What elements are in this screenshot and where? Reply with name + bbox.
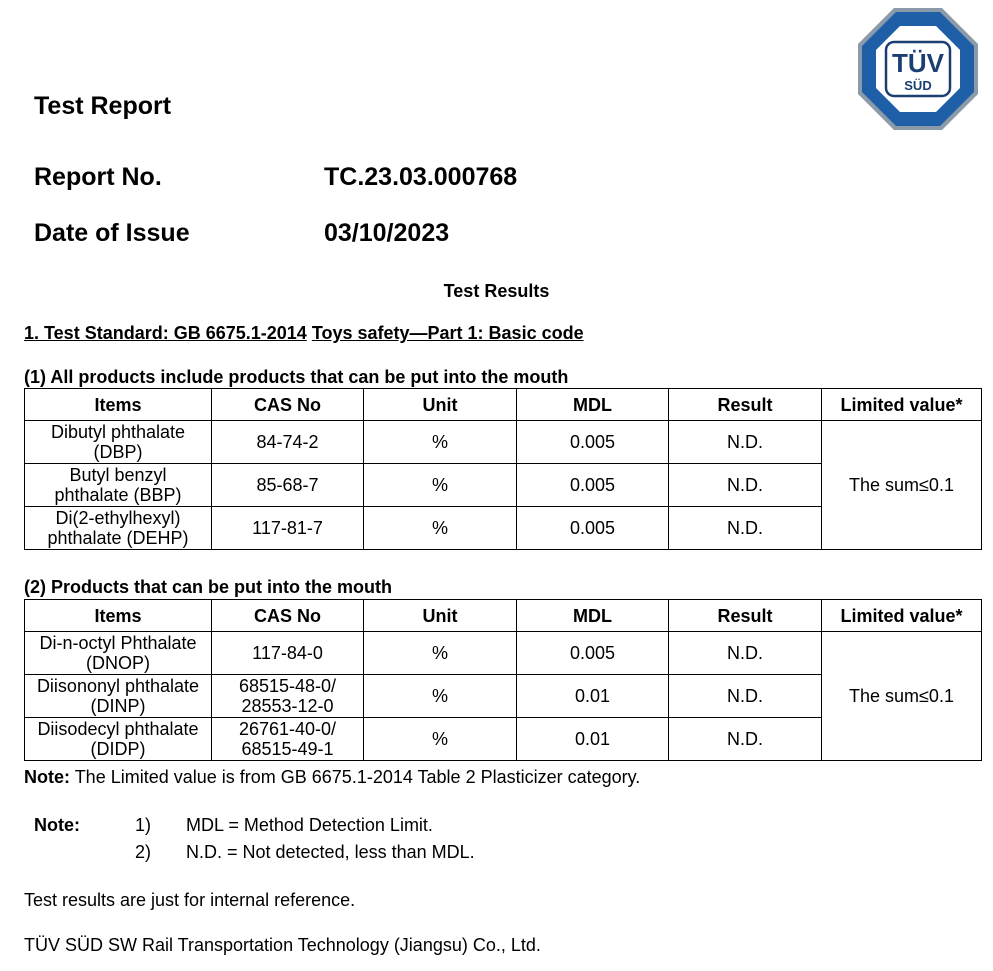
col-header: MDL: [517, 600, 669, 632]
note-number: 2): [135, 842, 152, 862]
result-cell: N.D.: [669, 718, 822, 761]
col-header: CAS No: [212, 600, 364, 632]
col-header: MDL: [517, 389, 669, 421]
cas-line: 68515-49-1: [241, 739, 334, 759]
mdl-cell: 0.01: [517, 718, 669, 761]
unit-cell: %: [364, 464, 517, 507]
note-number: 1): [135, 815, 152, 835]
table-row: [25, 421, 982, 464]
table1-heading: (1) All products include products that can be put into the mouth: [24, 367, 569, 387]
note-item: MDL = Method Detection Limit.: [186, 815, 433, 835]
item-line: Di-n-octyl Phthalate: [39, 633, 197, 653]
table2-heading: (2) Products that can be put into the mouth: [24, 577, 392, 597]
col-header: Limited value*: [822, 600, 982, 632]
item-cell: [25, 464, 212, 507]
results-table-2: [24, 599, 982, 761]
cas-cell: 117-81-7: [212, 507, 364, 550]
result-cell: N.D.: [669, 675, 822, 718]
svg-text:TÜV: TÜV: [892, 48, 944, 78]
item-line: Dibutyl phthalate: [50, 422, 186, 442]
limited-value-note: [24, 767, 640, 788]
item-line: Di(2-ethylhexyl): [55, 508, 181, 528]
table-row: [25, 632, 982, 675]
report-no-label: Report No.: [34, 163, 162, 191]
col-header: Unit: [364, 600, 517, 632]
cas-line: 68515-48-0/: [238, 676, 337, 696]
result-cell: N.D.: [669, 507, 822, 550]
col-header: Result: [669, 389, 822, 421]
item-cell: [25, 632, 212, 675]
unit-cell: %: [364, 421, 517, 464]
col-header: Unit: [364, 389, 517, 421]
col-header: Items: [25, 600, 212, 632]
table-header-row: [25, 600, 982, 632]
item-cell: [25, 507, 212, 550]
date-value: 03/10/2023: [324, 219, 450, 247]
mdl-cell: 0.005: [517, 464, 669, 507]
test-standard-name: Toys safety—Part 1: Basic code: [311, 323, 584, 343]
disclaimer: Test results are just for internal reference.: [24, 890, 356, 910]
mdl-cell: 0.005: [517, 632, 669, 675]
note-item: N.D. = Not detected, less than MDL.: [186, 842, 475, 862]
tuv-sud-logo: [856, 6, 980, 132]
mdl-cell: 0.01: [517, 675, 669, 718]
result-cell: N.D.: [669, 464, 822, 507]
svg-text:SÜD: SÜD: [904, 78, 932, 93]
limited-value-cell: The sum≤0.1: [822, 421, 982, 550]
item-cell: [25, 421, 212, 464]
unit-cell: %: [364, 675, 517, 718]
cas-cell: [212, 718, 364, 761]
cas-line: 28553-12-0: [241, 696, 334, 716]
item-line: (DINP): [90, 696, 146, 716]
cas-cell: 85-68-7: [212, 464, 364, 507]
date-label: Date of Issue: [34, 219, 190, 247]
item-cell: [25, 675, 212, 718]
test-standard: [24, 323, 584, 344]
item-line: (DIDP): [90, 739, 146, 759]
result-cell: N.D.: [669, 632, 822, 675]
item-line: phthalate (DEHP): [47, 528, 189, 548]
item-line: (DNOP): [86, 653, 150, 673]
cas-cell: 117-84-0: [212, 632, 364, 675]
item-line: phthalate (BBP): [54, 485, 182, 505]
unit-cell: %: [364, 632, 517, 675]
table-header-row: [25, 389, 982, 421]
note-label: Note:: [24, 767, 70, 787]
notes-label: Note:: [34, 815, 80, 835]
company-name: TÜV SÜD SW Rail Transportation Technology (Jiangsu) Co., Ltd.: [24, 935, 541, 955]
test-standard-prefix: 1. Test Standard: GB 6675.1-2014: [24, 323, 307, 343]
item-line: Diisodecyl phthalate: [37, 719, 199, 739]
results-table-1: [24, 388, 982, 550]
item-line: Diisononyl phthalate: [36, 676, 200, 696]
item-line: (DBP): [93, 442, 143, 462]
cas-cell: [212, 675, 364, 718]
item-cell: [25, 718, 212, 761]
unit-cell: %: [364, 507, 517, 550]
mdl-cell: 0.005: [517, 507, 669, 550]
note-text: The Limited value is from GB 6675.1-2014 Table 2 Plasticizer category.: [74, 767, 641, 787]
page-title: Test Report: [34, 92, 172, 120]
col-header: Result: [669, 600, 822, 632]
mdl-cell: 0.005: [517, 421, 669, 464]
report-no-value: TC.23.03.000768: [324, 163, 518, 191]
unit-cell: %: [364, 718, 517, 761]
cas-line: 26761-40-0/: [238, 719, 337, 739]
limited-value-cell: The sum≤0.1: [822, 632, 982, 761]
section-heading: Test Results: [443, 281, 550, 301]
cas-cell: 84-74-2: [212, 421, 364, 464]
item-line: Butyl benzyl: [69, 465, 167, 485]
result-cell: N.D.: [669, 421, 822, 464]
col-header: Items: [25, 389, 212, 421]
col-header: CAS No: [212, 389, 364, 421]
col-header: Limited value*: [822, 389, 982, 421]
